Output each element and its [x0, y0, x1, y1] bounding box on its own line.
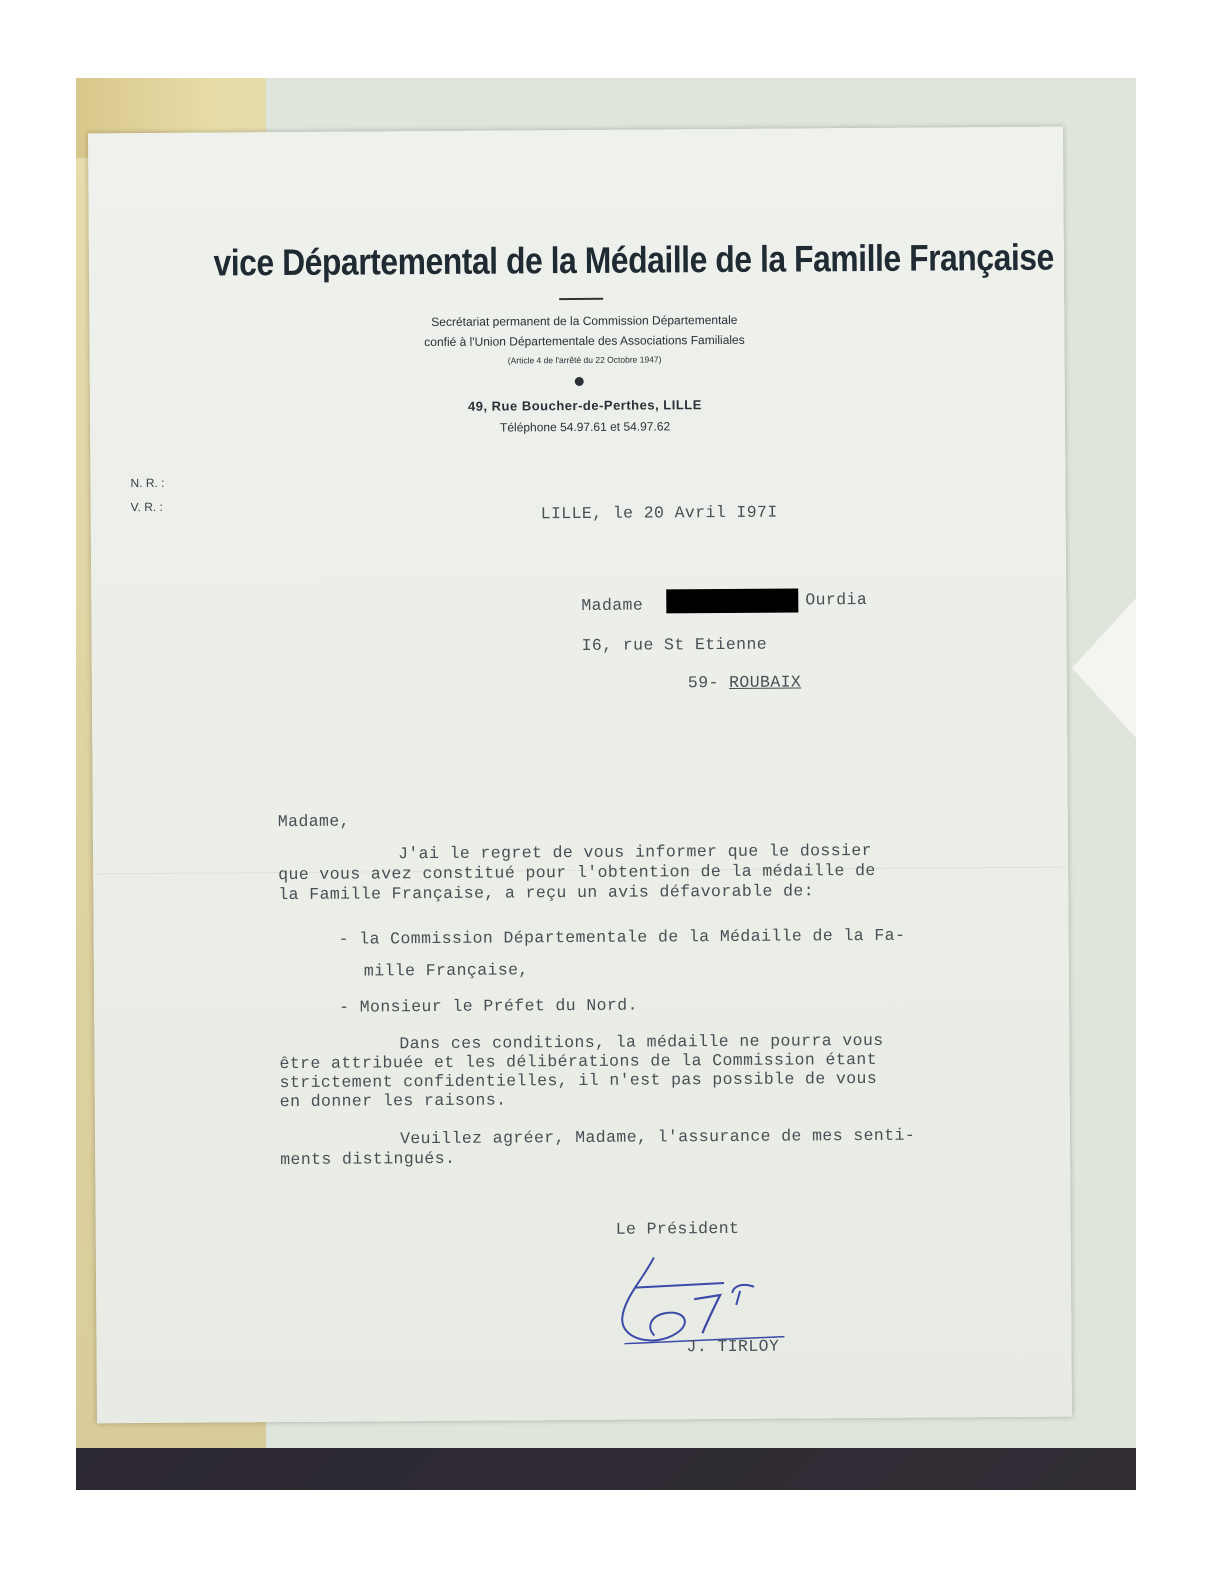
signer-name: J. TIRLOY — [686, 1336, 780, 1357]
closing-title: Le Président — [615, 1218, 740, 1239]
reference-nr: N. R. : — [130, 475, 165, 491]
paragraph-3-line-1: Veuillez agréer, Madame, l'assurance de mes senti- — [399, 1125, 916, 1149]
letterhead-title: vice Départemental de la Médaille de la Famille Française — [213, 236, 1054, 284]
date-line: LILLE, le 20 Avril I97I — [540, 502, 778, 524]
letterhead-phone: Téléphone 54.97.61 et 54.97.62 — [499, 419, 671, 435]
recipient-city-prefix: 59- — [687, 673, 719, 693]
bullet-1-line-2: mille Française, — [363, 960, 529, 981]
letterhead-line-3: (Article 4 de l'arrêté du 22 Octobre 1947) — [507, 354, 662, 366]
salutation: Madame, — [277, 811, 351, 832]
recipient-name: Ourdia — [805, 589, 868, 610]
reference-vr: V. R. : — [130, 499, 163, 515]
letter-sheet — [88, 127, 1072, 1424]
paragraph-2-line-1: Dans ces conditions, la médaille ne pourra vous — [399, 1030, 884, 1054]
paragraph-2-line-2: être attribuée et les délibérations de la Commission étant — [279, 1049, 878, 1074]
letterhead-line-1: Secrétariat permanent de la Commission Départementale — [431, 312, 738, 330]
bullet-2: - Monsieur le Préfet du Nord. — [339, 995, 638, 1017]
document-photo — [76, 78, 1136, 1490]
bullet-1-line-1: - la Commission Départementale de la Médaille de la Fa- — [338, 925, 906, 949]
paragraph-2-line-3: strictement confidentielles, il n'est pas possible de vous — [279, 1068, 878, 1093]
recipient-street: I6, rue St Etienne — [581, 634, 768, 655]
title-rule — [559, 298, 603, 300]
letterhead-line-2: confié à l'Union Départementale des Associations Familiales — [424, 332, 745, 350]
recipient-title: Madame — [581, 595, 644, 615]
redaction-bar — [666, 588, 798, 613]
recipient-city — [688, 672, 801, 692]
letterhead-address: 49, Rue Boucher-de-Perthes, LILLE — [467, 397, 702, 414]
paragraph-3 — [280, 1125, 1000, 1170]
paragraph-1-line-3: la Famille Française, a reçu un avis défavorable de: — [278, 881, 815, 905]
paragraph-1-line-2: que vous avez constitué pour l'obtention de la médaille de — [278, 860, 876, 885]
bullet-dot-icon — [575, 377, 584, 386]
recipient-city-name: ROUBAIX — [729, 672, 802, 692]
paragraph-2 — [279, 1030, 1000, 1111]
paragraph-3-line-2: ments distingués. — [280, 1148, 456, 1170]
corner-paper — [1072, 598, 1136, 738]
paragraph-2-line-4: en donner les raisons. — [279, 1090, 507, 1112]
paragraph-1-line-1: J'ai le regret de vous informer que le dossier — [397, 840, 872, 864]
paragraph-1 — [278, 840, 998, 905]
